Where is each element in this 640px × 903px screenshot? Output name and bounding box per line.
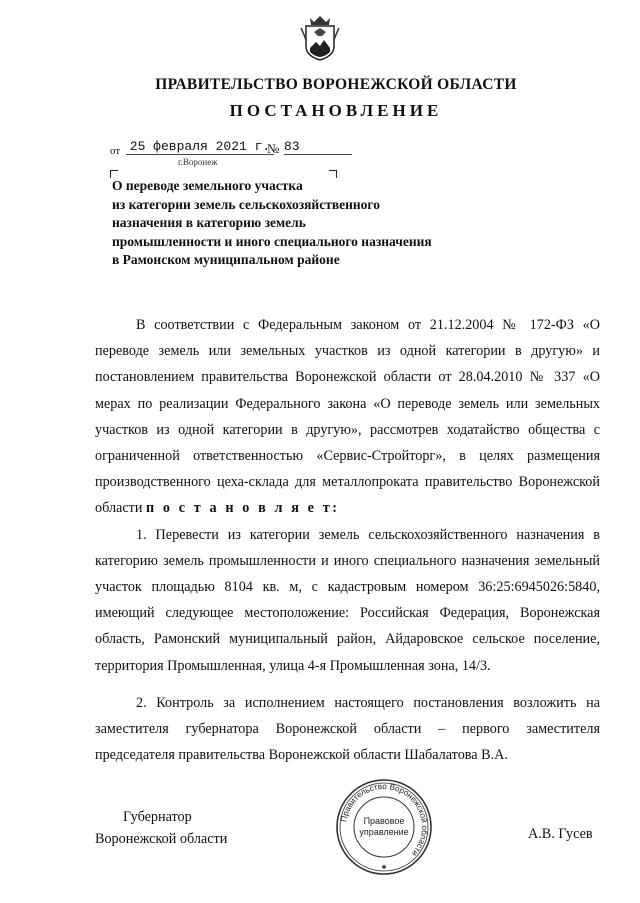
stamp-center-line1: Правовое [363, 816, 405, 826]
document-body [95, 312, 600, 768]
stamp-center-line2: управление [359, 827, 409, 837]
government-title: ПРАВИТЕЛЬСТВО ВОРОНЕЖСКОЙ ОБЛАСТИ [155, 76, 517, 93]
resolves-word: п о с т а н о в л я е т: [145, 500, 340, 517]
subject-line: О переводе земельного участка [112, 178, 303, 193]
number-value: 83 [284, 139, 352, 155]
stamp-star-icon: ✱ [381, 865, 387, 871]
stamp-ring-text: Правительство Воронежской области [339, 781, 430, 858]
city-label: г.Воронеж [178, 157, 218, 167]
signatory-position-line2: Воронежской области [95, 831, 228, 847]
number-label: № [267, 141, 280, 156]
coat-of-arms-icon [298, 12, 342, 62]
official-stamp [334, 777, 434, 877]
signatory-position-line1: Губернатор [123, 809, 192, 825]
subject-line: в Рамонском муниципальном районе [112, 252, 340, 267]
date-value: 25 февраля 2021 г. [126, 139, 274, 155]
date-from-label: от [110, 145, 121, 157]
document-type-title: ПОСТАНОВЛЕНИЕ [229, 101, 443, 120]
document-subject [112, 177, 512, 270]
signatory-position [95, 806, 227, 850]
subject-line: промышленности и иного специального назначения [112, 233, 432, 249]
item-2-paragraph: 2. Контроль за исполнением настоящего постановления возложить на заместителя губернатора Воронежской области – первого заместителя председателя правительства Воронежской области Шабалатова В.А. [95, 694, 600, 764]
subject-line: назначения в категорию земель [112, 215, 306, 230]
signatory-name: А.В. Гусев [528, 826, 593, 842]
preamble-paragraph [95, 312, 600, 522]
item-1-paragraph: 1. Перевести из категории земель сельскохозяйственного назначения в категорию земель промышленности и иного специального назначения земельный участок площадью 8104 кв. м, с кадастровым номером 36:25:6945026:5840, имеющий следующее местоположение: Российская Федерация, Воронежская область, Рамонский муниципальный район, Айдаровское сельское поселение, территория Промышленная, улица 4-я Промышленная зона, 14/3. [95, 526, 600, 674]
preamble-text: В соответствии с Федеральным законом от 21.12.2004 № 172-ФЗ «О переводе земель или земельных участков из одной категории в другую» и постановлением правительства Воронежской области от 28.04.2010 № 337 «О мерах по реализации Федерального закона «О переводе земель или земельных участков из одной категории в другую», рассмотрев ходатайство общества с ограниченной ответственностью «Сервис-Стройторг», в целях размещения производственного цеха-склада для металлопроката правительство Воронежской области [95, 317, 600, 517]
subject-line: из категории земель сельскохозяйственного [112, 196, 380, 212]
